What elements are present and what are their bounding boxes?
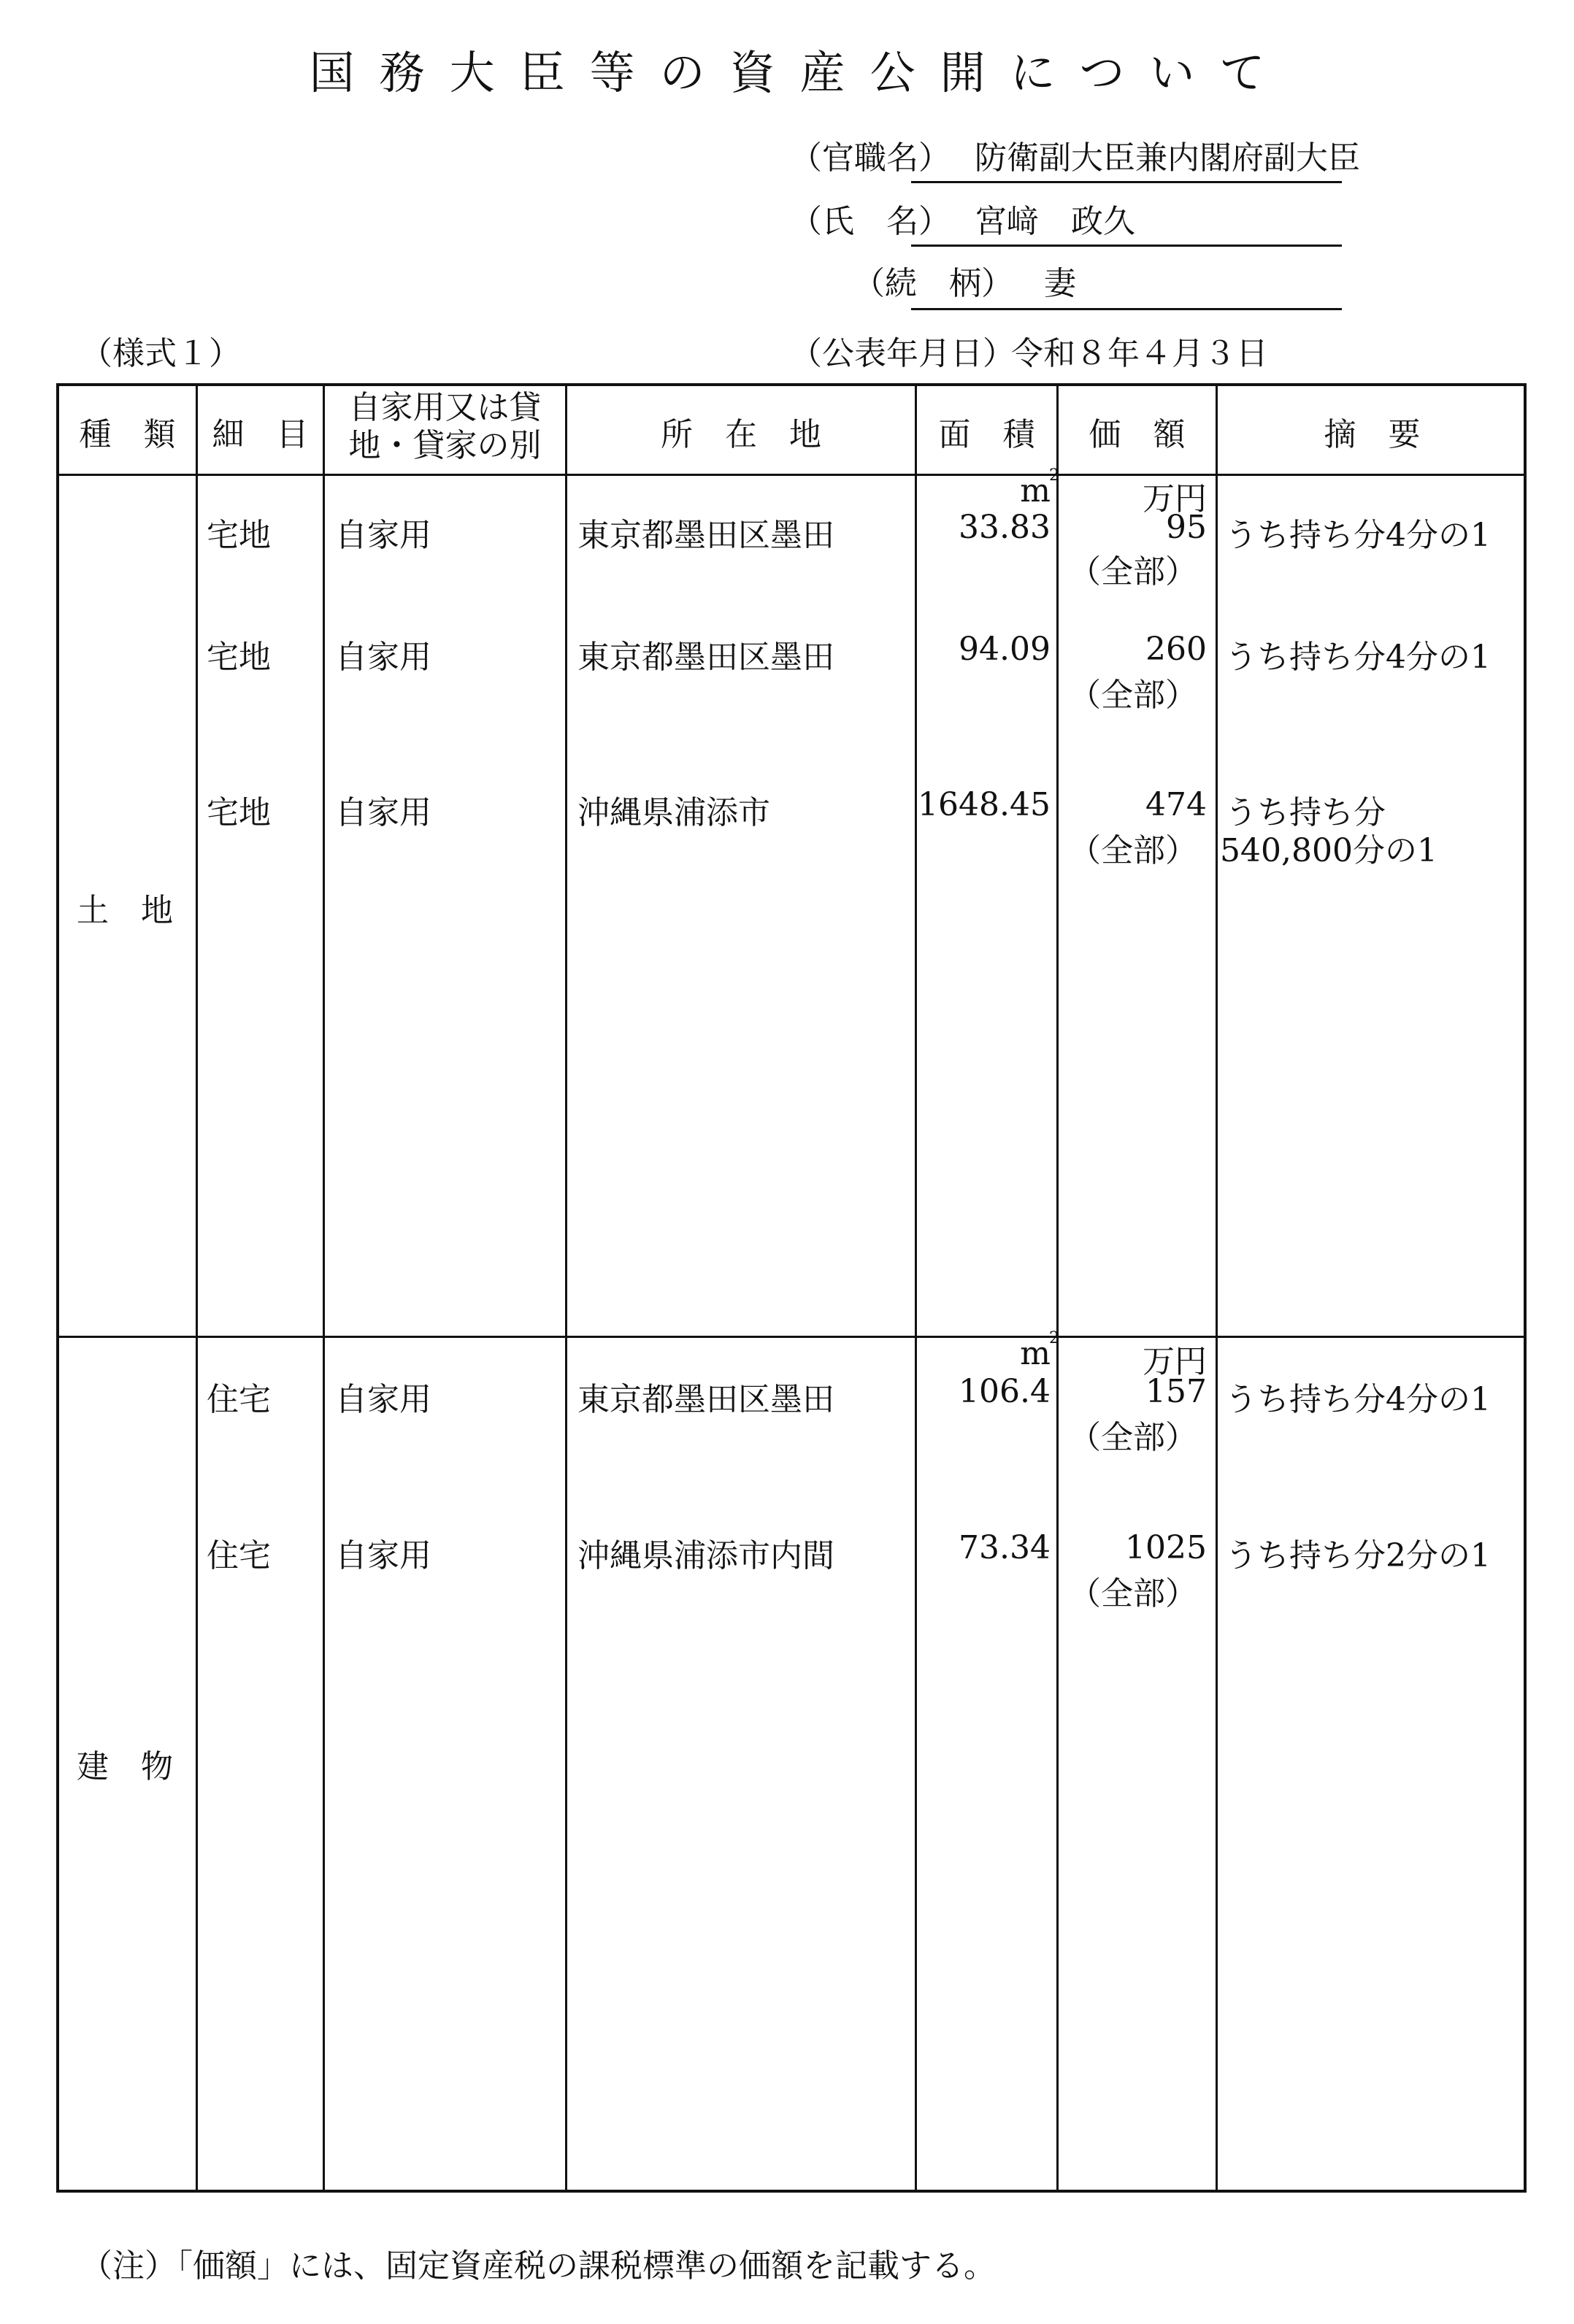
row-location: 東京都墨田区墨田 [577,517,834,554]
row-usage: 自家用 [335,517,431,554]
row-usage: 自家用 [335,1537,431,1574]
page-title: 国務大臣等の資産公開について [309,46,1290,99]
header-usage [325,389,565,465]
date-label: （公表年月日） [790,335,1015,372]
col-divider [565,386,567,2190]
header-divider [59,474,1524,476]
name-value: 宮﨑 政久 [975,203,1135,240]
section-kind-land: 土 地 [77,892,173,929]
area-unit-m2: m 2 [1020,466,1059,509]
relation-label: （続 柄） [853,265,1013,302]
section-kind-building: 建 物 [77,1748,173,1785]
footnote: （注）「価額」には、固定資産税の課税標準の価額を記載する。 [80,2247,996,2285]
row-value-note: （全部） [1069,832,1197,869]
header-usage-line2: 地・貸家の別 [348,427,542,464]
form-label: （様式１） [80,335,241,372]
name-label: （氏 名） [790,203,951,240]
row-summary: うち持ち分2分の1 [1225,1537,1491,1574]
position-underline [911,181,1342,183]
row-usage: 自家用 [335,639,431,676]
row-area: 1648.45 [918,786,1051,823]
row-area: 94.09 [959,631,1051,668]
value-unit: 万円 [1143,480,1207,517]
row-summary: うち持ち分4分の1 [1225,639,1491,676]
row-detail: 住宅 [207,1537,271,1574]
name-underline [911,245,1342,247]
header-value: 価 額 [1089,416,1186,453]
area-unit-m2: m 2 [1020,1329,1059,1372]
header-kind: 種 類 [79,416,176,453]
row-value-note: （全部） [1069,1419,1197,1456]
date-value: 令和８年４月３日 [1011,335,1268,372]
row-location: 沖縄県浦添市内間 [577,1537,834,1574]
row-summary: うち持ち分4分の1 [1225,1381,1491,1418]
header-area: 面 積 [938,416,1035,453]
asset-table [56,383,1527,2193]
header-detail: 細 目 [212,416,309,453]
row-value: 474 [1145,786,1207,823]
row-area: 106.4 [959,1373,1051,1410]
row-location: 東京都墨田区墨田 [577,639,834,676]
relation-value: 妻 [1044,265,1076,302]
area-unit [917,466,1059,509]
col-divider [1216,386,1218,2190]
section-divider [59,1336,1524,1338]
row-detail: 宅地 [207,794,271,831]
row-value: 95 [1166,509,1207,546]
row-value: 157 [1145,1373,1207,1410]
row-detail: 宅地 [207,517,271,554]
col-divider [323,386,325,2190]
row-summary-line2: 540,800分の1 [1220,832,1437,869]
row-detail: 住宅 [207,1381,271,1418]
value-unit: 万円 [1143,1343,1207,1380]
row-value-note: （全部） [1069,677,1197,714]
header-location: 所 在 地 [661,416,821,453]
header-summary: 摘 要 [1324,416,1421,453]
row-area: 73.34 [959,1529,1051,1566]
position-value: 防衛副大臣兼内閣府副大臣 [975,139,1360,177]
row-location: 東京都墨田区墨田 [577,1381,834,1418]
row-detail: 宅地 [207,639,271,676]
row-usage: 自家用 [335,794,431,831]
row-value-note: （全部） [1069,1575,1197,1612]
row-value: 260 [1145,631,1207,668]
header-usage-line1: 自家用又は貸 [348,389,542,426]
row-location: 沖縄県浦添市 [577,794,770,831]
position-label: （官職名） [790,139,951,177]
row-value: 1025 [1125,1529,1207,1566]
row-usage: 自家用 [335,1381,431,1418]
relation-underline [911,308,1342,310]
area-unit [917,1329,1059,1372]
row-area: 33.83 [959,509,1051,546]
row-summary: うち持ち分 [1225,794,1386,831]
row-value-note: （全部） [1069,553,1197,590]
row-summary: うち持ち分4分の1 [1225,517,1491,554]
col-divider [196,386,198,2190]
